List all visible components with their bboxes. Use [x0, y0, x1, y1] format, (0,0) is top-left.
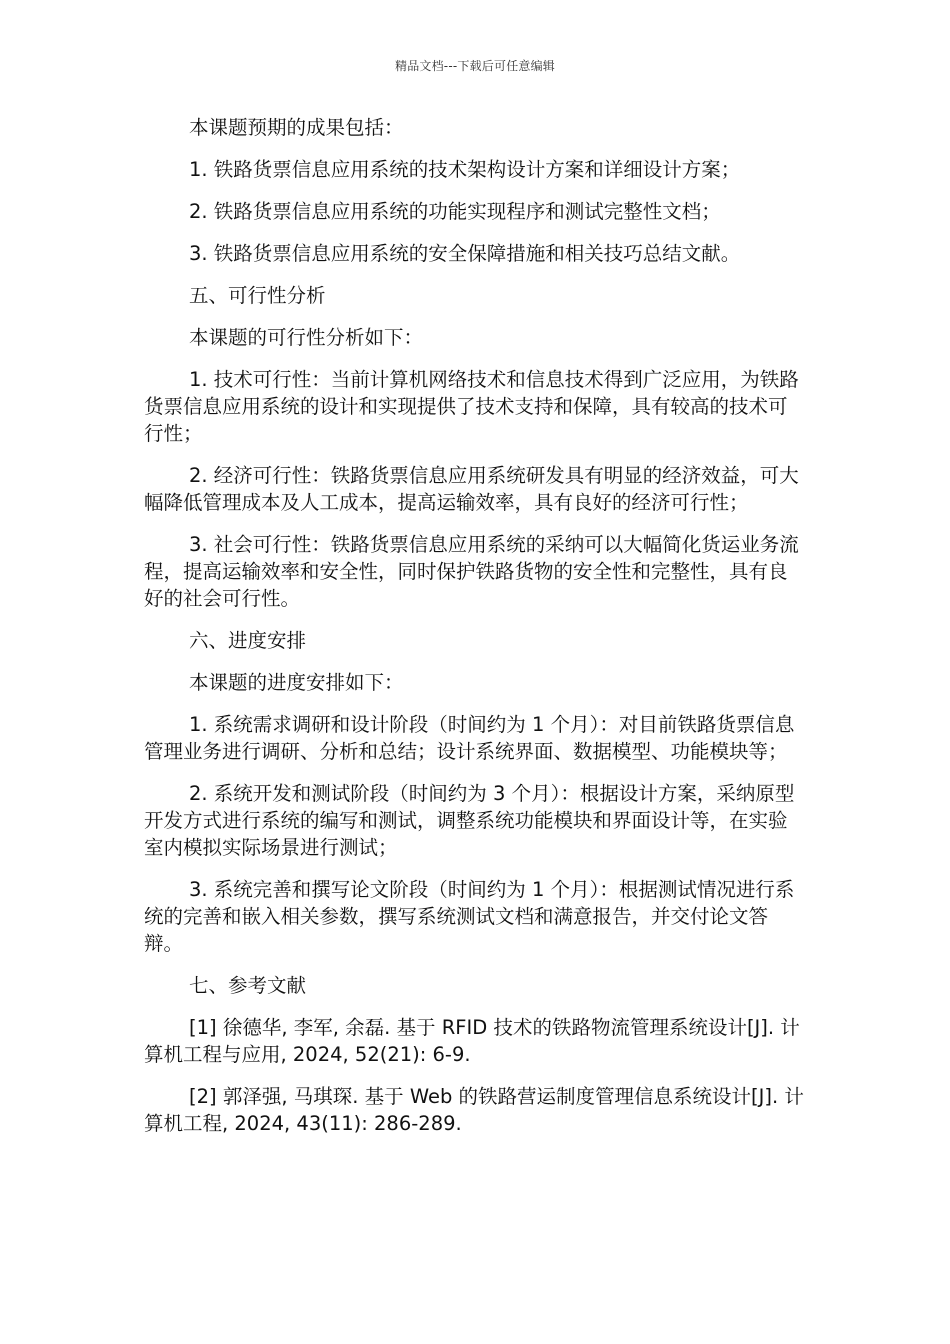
paragraph-schedule-phase-3: 3. 系统完善和撰写论文阶段（时间约为 1 个月）：根据测试情况进行系统的完善和嵌入相关参数，撰写系统测试文档和满意报告，并交付论文答辩。: [144, 878, 795, 955]
paragraph-result-3: 3. 铁路货票信息应用系统的安全保障措施和相关技巧总结文献。: [189, 242, 741, 265]
paragraph-feasibility-intro: 本课题的可行性分析如下：: [189, 326, 424, 349]
paragraph-schedule-phase-2: 2. 系统开发和测试阶段（时间约为 3 个月）：根据设计方案，采纳原型开发方式进行系统的编写和测试，调整系统功能模块和界面设计等，在实验室内模拟实际场景进行测试；: [144, 782, 795, 859]
paragraph-feasibility-economic: 2. 经济可行性：铁路货票信息应用系统研发具有明显的经济效益，可大幅降低管理成本及人工成本，提高运输效率，具有良好的经济可行性；: [144, 464, 799, 514]
page-header: 精品文档---下载后可任意编辑: [395, 59, 555, 73]
paragraph-result-2: 2. 铁路货票信息应用系统的功能实现程序和测试完整性文档；: [189, 200, 721, 223]
reference-item-1: [1] 徐德华, 李军, 余磊. 基于 RFID 技术的铁路物流管理系统设计[J]. 计算机工程与应用, 2024, 52(21): 6-9.: [144, 1016, 800, 1066]
section-heading-feasibility: 五、可行性分析: [189, 284, 326, 307]
paragraph-expected-results: 本课题预期的成果包括：: [189, 116, 404, 139]
paragraph-schedule-intro: 本课题的进度安排如下：: [189, 671, 404, 694]
section-heading-references: 七、参考文献: [189, 974, 307, 997]
section-heading-schedule: 六、进度安排: [189, 629, 307, 652]
paragraph-feasibility-technical: 1. 技术可行性：当前计算机网络技术和信息技术得到广泛应用，为铁路货票信息应用系统的设计和实现提供了技术支持和保障，具有较高的技术可行性；: [144, 368, 799, 445]
paragraph-feasibility-social: 3. 社会可行性：铁路货票信息应用系统的采纳可以大幅简化货运业务流程，提高运输效率和安全性，同时保护铁路货物的安全性和完整性，具有良好的社会可行性。: [144, 533, 799, 610]
paragraph-schedule-phase-1: 1. 系统需求调研和设计阶段（时间约为 1 个月）：对目前铁路货票信息管理业务进行调研、分析和总结；设计系统界面、数据模型、功能模块等；: [144, 713, 795, 763]
paragraph-result-1: 1. 铁路货票信息应用系统的技术架构设计方案和详细设计方案；: [189, 158, 741, 181]
document-body: [144, 114, 806, 1152]
reference-item-2: [2] 郭泽强, 马琪琛. 基于 Web 的铁路营运制度管理信息系统设计[J]. 计算机工程, 2024, 43(11): 286-289.: [144, 1085, 804, 1135]
